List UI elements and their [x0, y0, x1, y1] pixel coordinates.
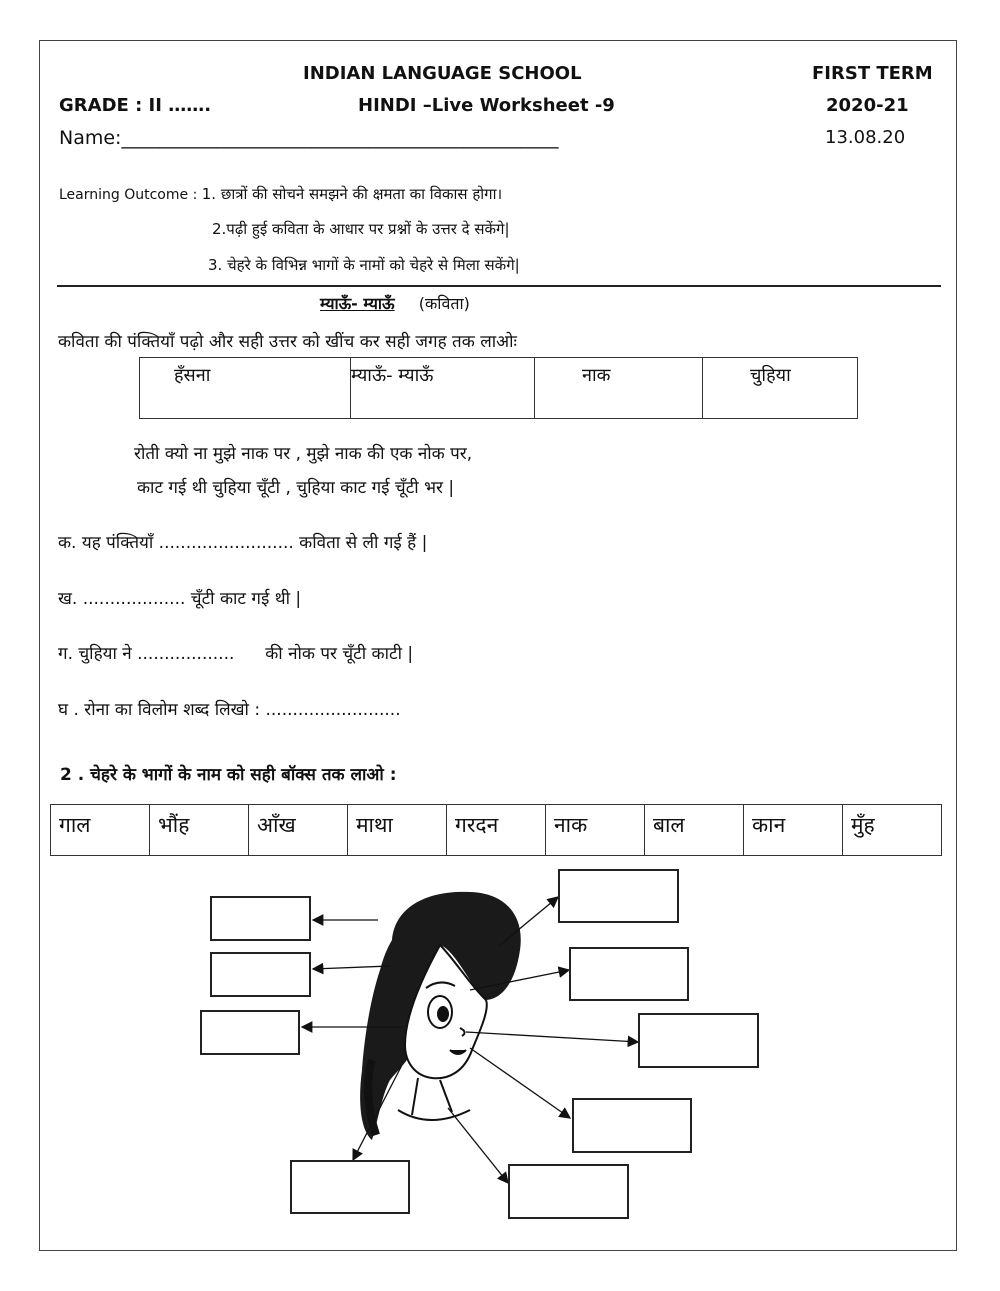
word-gardan[interactable]: गरदन [447, 805, 546, 856]
answer-box-6[interactable] [638, 1013, 759, 1068]
poem-instruction: कविता की पंक्तियाँ पढ़ो और सही उत्तर को खींच कर सही जगह तक लाओः [58, 332, 517, 352]
worksheet-title: HINDI –Live Worksheet -9 [358, 95, 615, 116]
question-kha[interactable]: ख. ................... चूँटी काट गई थी | [58, 589, 302, 609]
poem-line-1: रोती क्यो ना मुझे नाक पर , मुझे नाक की एक नोक पर, [134, 444, 473, 464]
answer-box-7[interactable] [572, 1098, 692, 1153]
word-munh[interactable]: मुँह [843, 805, 942, 856]
question-ga-start: ग. चुहिया ने .................. [58, 644, 235, 664]
question-gha[interactable]: घ . रोना का विलोम शब्द लिखो : ......................... [58, 700, 401, 720]
word-aankh[interactable]: आँख [249, 805, 348, 856]
word-kaan[interactable]: कान [744, 805, 843, 856]
word-naak[interactable]: नाक [546, 805, 645, 856]
name-label: Name: [59, 127, 122, 149]
option-4[interactable]: चुहिया [703, 358, 858, 419]
answer-box-1[interactable] [210, 896, 311, 941]
worksheet-date: 13.08.20 [825, 127, 906, 148]
poem-title: म्याऊँ- म्याऊँ [320, 294, 395, 313]
learning-outcome-item-1: 1. छात्रों की सोचने समझने की क्षमता का विकास होगा। [201, 185, 503, 203]
question-ga-end: की नोक पर चूँटी काटी | [265, 644, 414, 664]
answer-box-3[interactable] [200, 1010, 300, 1055]
learning-outcome-label: Learning Outcome : [59, 187, 202, 203]
word-gaal[interactable]: गाल [51, 805, 150, 856]
answer-box-8[interactable] [508, 1164, 629, 1219]
poem-title-suffix: (कविता) [418, 294, 470, 313]
question-ka[interactable]: क. यह पंक्तियाँ ......................... कविता से ली गई हैं | [58, 533, 428, 553]
answer-box-5[interactable] [569, 947, 689, 1001]
word-maatha[interactable]: माथा [348, 805, 447, 856]
option-1[interactable]: हँसना [140, 358, 351, 419]
answer-box-4[interactable] [558, 869, 679, 923]
poem-line-2: काट गई थी चुहिया चूँटी , चुहिया काट गई चूँटी भर | [137, 478, 455, 498]
school-name: INDIAN LANGUAGE SCHOOL [303, 63, 582, 84]
answer-box-9[interactable] [290, 1160, 410, 1214]
learning-outcome-item-3: 3. चेहरे के विभिन्न भागों के नामों को चेहरे से मिला सकेंगे| [208, 256, 520, 274]
option-2[interactable]: म्याऊँ- म्याऊँ [351, 358, 535, 419]
term-label: FIRST TERM [812, 63, 933, 84]
answer-box-2[interactable] [210, 952, 311, 997]
learning-outcome-item-2: 2.पढ़ी हुई कविता के आधार पर प्रश्नों के उत्तर दे सकेंगे| [212, 220, 510, 238]
word-baal[interactable]: बाल [645, 805, 744, 856]
name-blank: ______________________________________________ [121, 127, 559, 149]
option-3[interactable]: नाक [535, 358, 703, 419]
section-2-title: 2 . चेहरे के भागों के नाम को सही बॉक्स तक लाओ : [60, 765, 397, 785]
word-bhaunh[interactable]: भौंह [150, 805, 249, 856]
grade-label: GRADE : II ……. [59, 95, 212, 116]
academic-year: 2020-21 [826, 95, 909, 116]
